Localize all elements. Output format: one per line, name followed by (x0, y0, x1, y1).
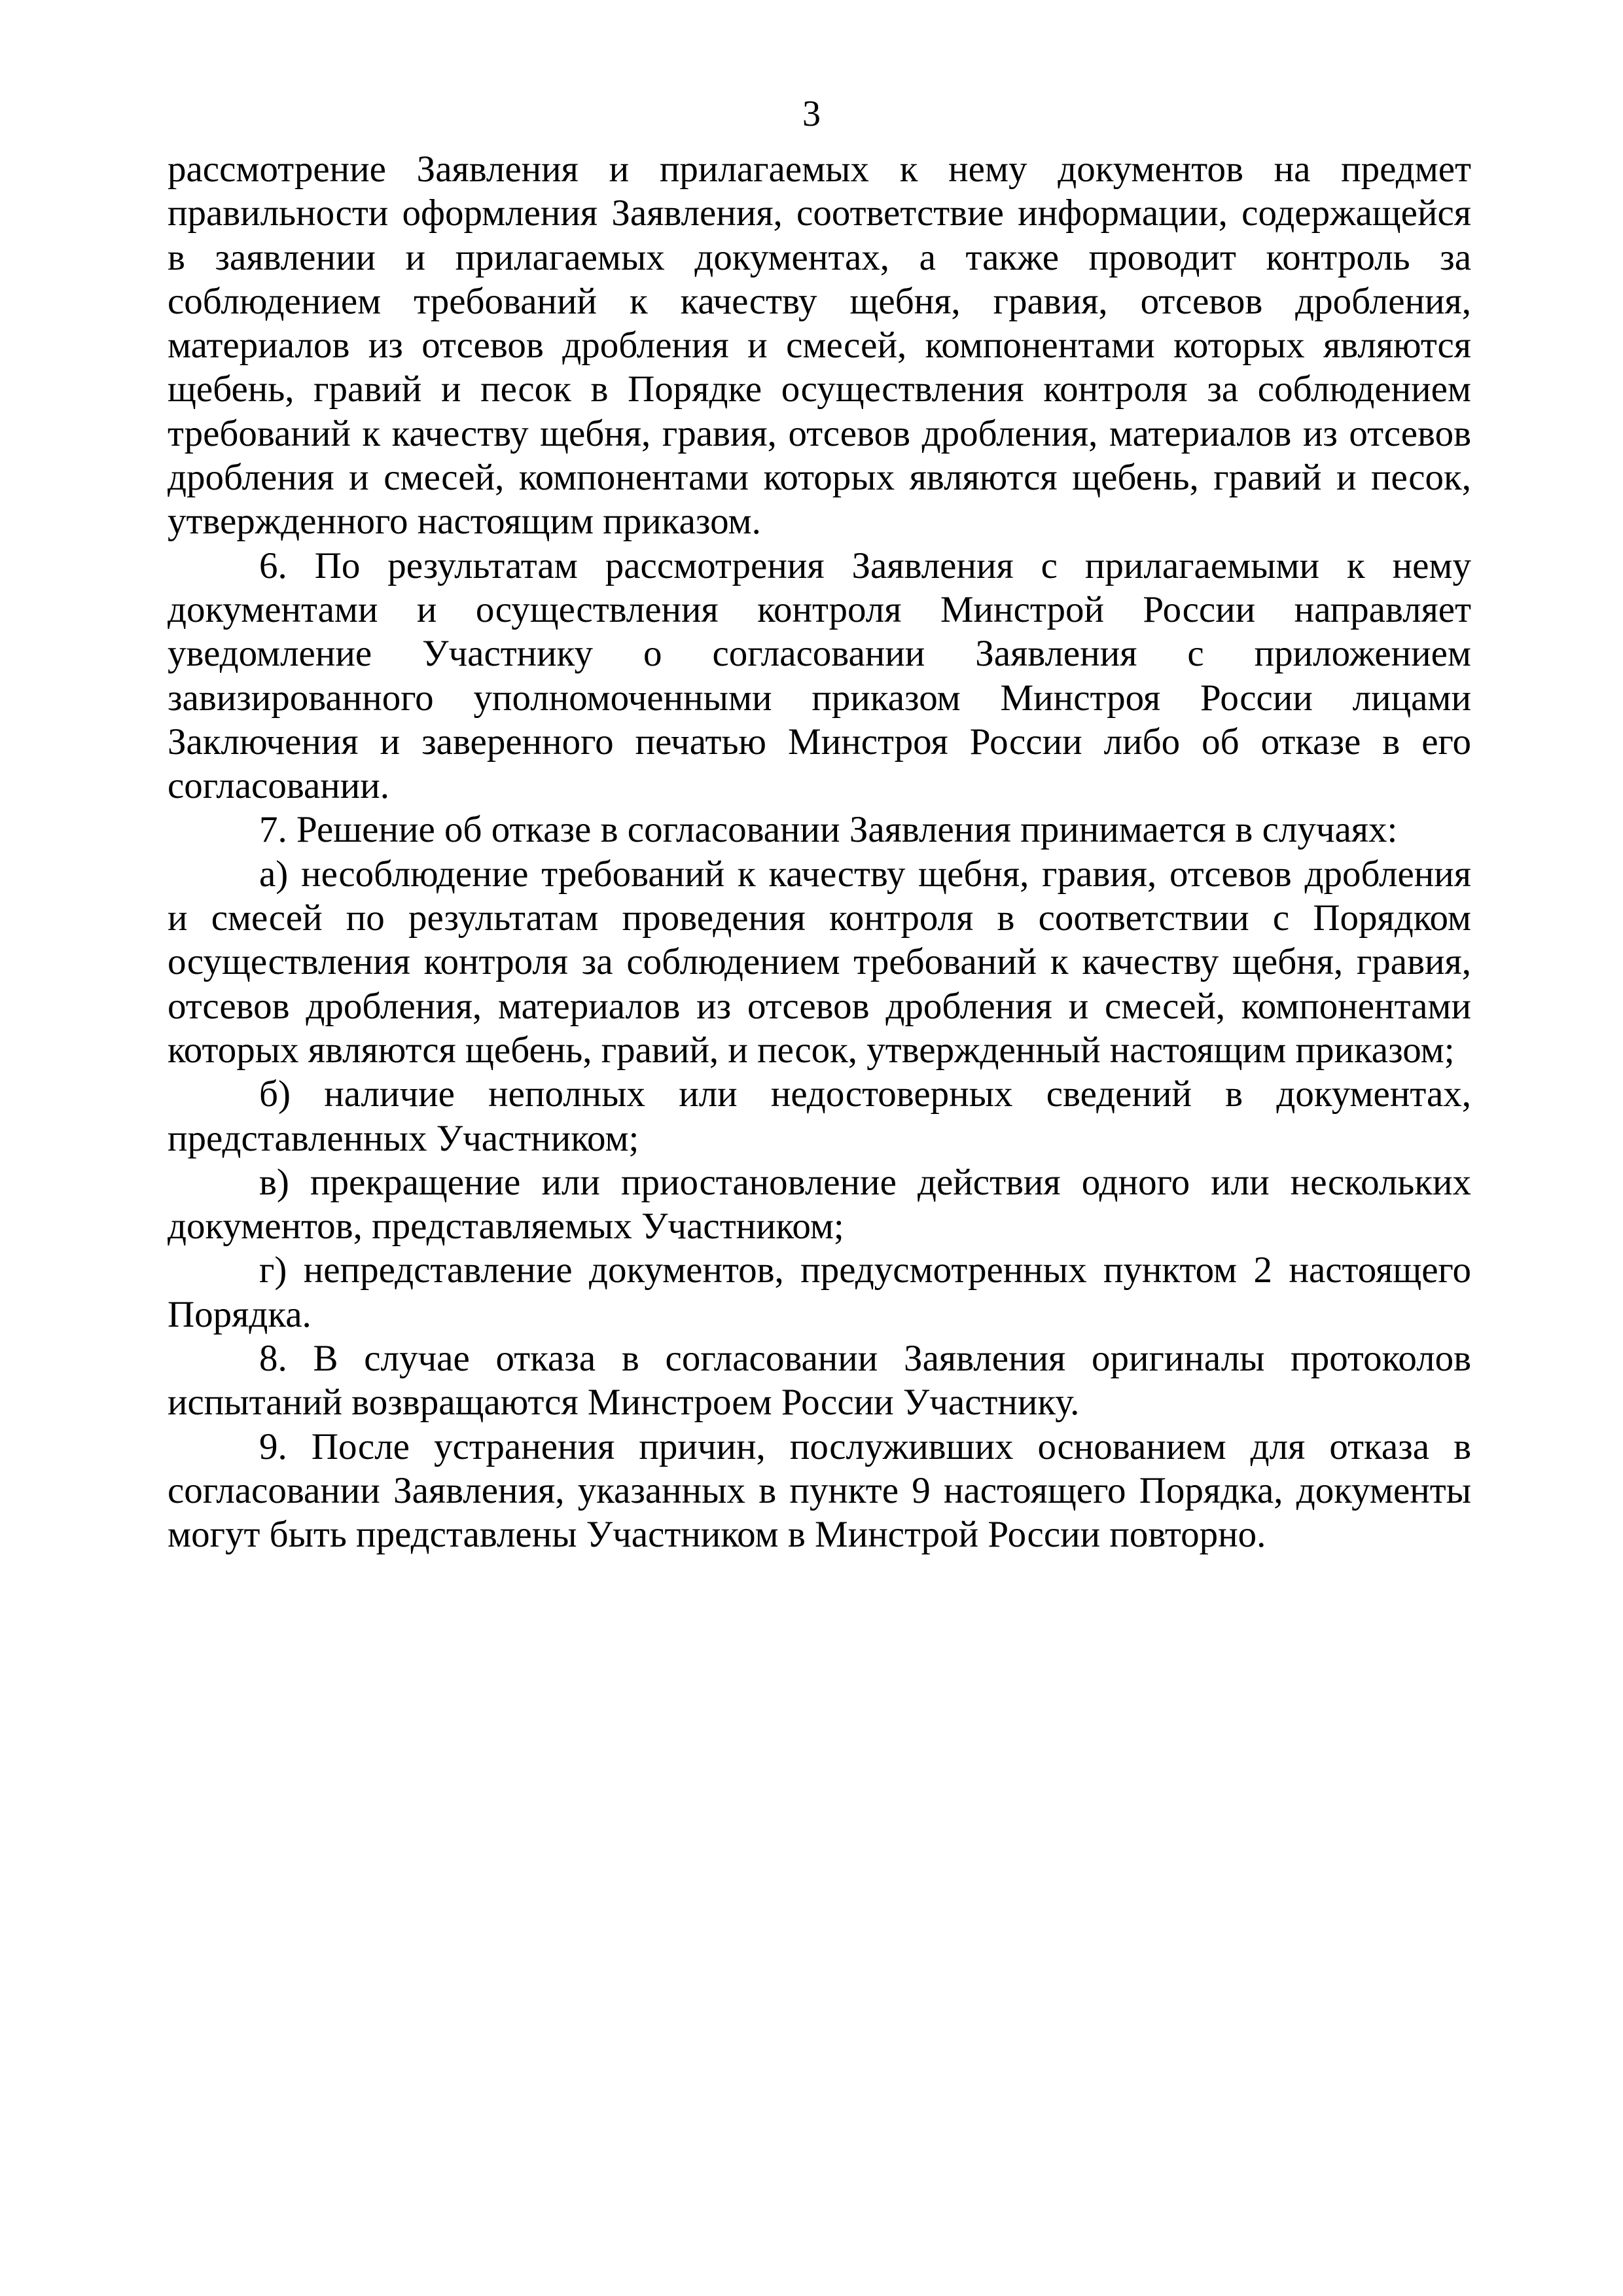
paragraph-subitem-g: г) непредставление документов, предусмотренных пунктом 2 настоящего Порядка. (168, 1249, 1471, 1335)
paragraph-subitem-b: б) наличие неполных или недостоверных сведений в документах, представленных Участником; (168, 1073, 1471, 1159)
paragraph-item-9: 9. После устранения причин, послуживших основанием для отказа в согласовании Заявления, указанных в пункте 9 настоящего Порядка, документы могут быть представлены Участником в Минстрой России повторно. (168, 1426, 1471, 1556)
paragraph-item-8: 8. В случае отказа в согласовании Заявления оригиналы протоколов испытаний возвращаются Минстроем России Участнику. (168, 1338, 1471, 1424)
paragraph-continuation: рассмотрение Заявления и прилагаемых к нему документов на предмет правильности оформления Заявления, соответствие информации, содержащейся в заявлении и прилагаемых документах, а также проводит контроль за соблюдением требований к качеству щебня, гравия, отсевов дробления, материалов из отсевов дробления и смесей, компонентами которых являются щебень, гравий и песок в Порядке осуществления контроля за соблюдением требований к качеству щебня, гравия, отсевов дробления, материалов из отсевов дробления и смесей, компонентами которых являются щебень, гравий и песок, утвержденного настоящим приказом. (168, 149, 1471, 543)
page-number: 3 (802, 94, 821, 134)
document-body (168, 147, 1471, 1557)
paragraph-subitem-v: в) прекращение или приостановление действия одного или нескольких документов, представляемых Участником; (168, 1161, 1471, 1247)
paragraph-subitem-a: а) несоблюдение требований к качеству щебня, гравия, отсевов дробления и смесей по результатам проведения контроля в соответствии с Порядком осуществления контроля за соблюдением требований к качеству щебня, гравия, отсевов дробления, материалов из отсевов дробления и смесей, компонентами которых являются щебень, гравий, и песок, утвержденный настоящим приказом; (168, 853, 1471, 1071)
paragraph-item-6: 6. По результатам рассмотрения Заявления с прилагаемыми к нему документами и осуществления контроля Минстрой России направляет уведомление Участнику о согласовании Заявления с приложением завизированного уполномоченными приказом Минстроя России лицами Заключения и заверенного печатью Минстроя России либо об отказе в его согласовании. (168, 545, 1471, 807)
paragraph-item-7: 7. Решение об отказе в согласовании Заявления принимается в случаях: (259, 809, 1398, 851)
